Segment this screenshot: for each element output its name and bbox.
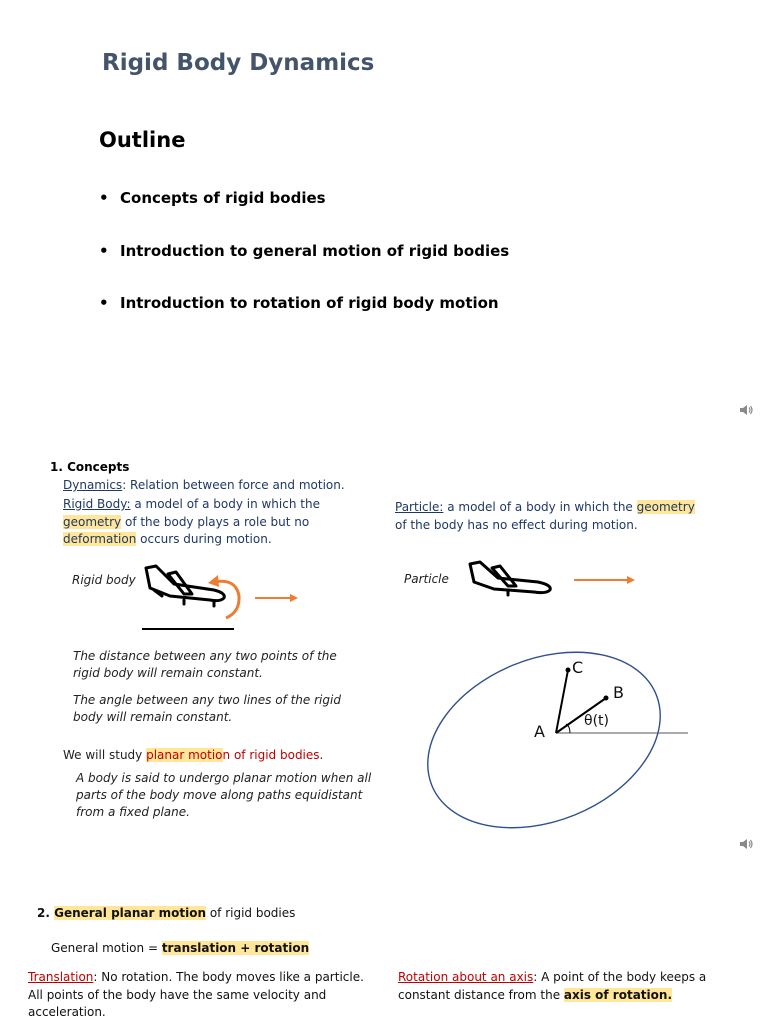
- rotation-term: Rotation about an axis: [398, 970, 534, 984]
- planar-motion-definition: [76, 770, 376, 821]
- highlight-geometry: geometry: [63, 514, 122, 529]
- rigid-body-text: of the body plays a role but no: [121, 514, 310, 529]
- outline-item-label: Introduction to general motion of rigid bodies: [120, 242, 510, 260]
- note-line: body will remain constant.: [73, 710, 233, 724]
- label-c: C: [572, 658, 584, 677]
- general-heading: [37, 905, 295, 923]
- dynamics-definition: [63, 477, 383, 495]
- note-line: The angle between any two lines of the rigid: [73, 693, 341, 707]
- rigid-body-term: Rigid Body:: [63, 497, 131, 511]
- rotation-text: constant distance from the: [398, 987, 564, 1002]
- study-text-red: n of rigid bodies: [222, 748, 320, 762]
- outline-item: [99, 242, 509, 260]
- translation-text: All points of the body have the same velocity and: [28, 987, 327, 1002]
- bullet-glyph: •: [99, 189, 109, 207]
- dynamics-text: : Relation between force and motion.: [122, 478, 345, 492]
- note-distance: [73, 648, 363, 682]
- outline-item: [99, 294, 499, 312]
- particle-figure: [464, 558, 644, 598]
- rigid-body-text: occurs during motion.: [136, 532, 272, 546]
- note-angle: [73, 692, 363, 726]
- rigid-body-label: Rigid body: [72, 573, 136, 587]
- general-motion-equation: [51, 940, 309, 958]
- note-line: The distance between any two points of the: [73, 649, 337, 663]
- particle-label: Particle: [404, 572, 449, 586]
- outline-heading: Outline: [99, 128, 186, 152]
- highlight-planar-motion: planar motio: [146, 748, 223, 762]
- translation-definition: [28, 969, 378, 1022]
- bullet-glyph: •: [99, 294, 109, 312]
- speaker-icon[interactable]: [738, 402, 754, 418]
- highlight-general-planar-motion: General planar motion: [54, 906, 206, 920]
- translation-term: Translation: [28, 970, 94, 984]
- particle-text: a model of a body in which the: [443, 500, 637, 514]
- label-b: B: [613, 683, 624, 702]
- equation-text: General motion =: [51, 941, 162, 955]
- translation-text: : No rotation. The body moves like a particle.: [93, 970, 364, 984]
- label-theta: θ(t): [584, 713, 609, 729]
- page-title: Rigid Body Dynamics: [102, 50, 375, 76]
- definition-line: from a fixed plane.: [76, 805, 190, 819]
- highlight-deformation: deformation: [63, 532, 137, 546]
- speaker-icon[interactable]: [738, 836, 754, 852]
- label-a: A: [534, 722, 545, 741]
- study-text: .: [319, 748, 324, 762]
- body-ellipse: [410, 640, 687, 840]
- outline-item: [99, 189, 326, 207]
- particle-text: of the body has no effect during motion.: [395, 517, 638, 532]
- definition-line: parts of the body move along paths equidistant: [76, 788, 363, 802]
- highlight-axis-of-rotation: axis of rotation.: [563, 987, 672, 1002]
- point-c: [566, 668, 571, 673]
- dynamics-term: Dynamics: [63, 478, 123, 492]
- rigid-body-definition: [63, 496, 363, 549]
- particle-definition: [395, 499, 715, 534]
- highlight-translation-rotation: translation + rotation: [161, 941, 310, 955]
- airplane-icon: [470, 562, 550, 595]
- rigid-body-text: a model of a body in which the: [130, 497, 320, 511]
- point-b: [604, 696, 609, 701]
- note-line: rigid body will remain constant.: [73, 666, 263, 680]
- rotation-definition: [398, 969, 738, 1004]
- motion-arrow-icon: [574, 576, 635, 584]
- outline-item-label: Introduction to rotation of rigid body motion: [120, 294, 499, 312]
- rigid-body-figure: [140, 560, 310, 635]
- study-statement: [63, 747, 323, 765]
- motion-arrow-icon: [255, 594, 298, 602]
- highlight-geometry: geometry: [636, 500, 695, 514]
- study-text: We will study: [63, 748, 147, 762]
- definition-line: A body is said to undergo planar motion when all: [76, 771, 372, 785]
- translation-text: acceleration.: [28, 1005, 106, 1019]
- concepts-heading: 1. Concepts: [50, 460, 130, 474]
- bullet-glyph: •: [99, 242, 109, 260]
- particle-term: Particle:: [395, 500, 444, 514]
- line-ac: [556, 670, 568, 733]
- rotation-diagram: [410, 640, 710, 840]
- rotation-text: : A point of the body keeps a: [533, 970, 707, 984]
- section-number: 2.: [37, 906, 55, 920]
- heading-text: of rigid bodies: [206, 906, 296, 920]
- airplane-icon: [146, 566, 224, 606]
- outline-item-label: Concepts of rigid bodies: [120, 189, 326, 207]
